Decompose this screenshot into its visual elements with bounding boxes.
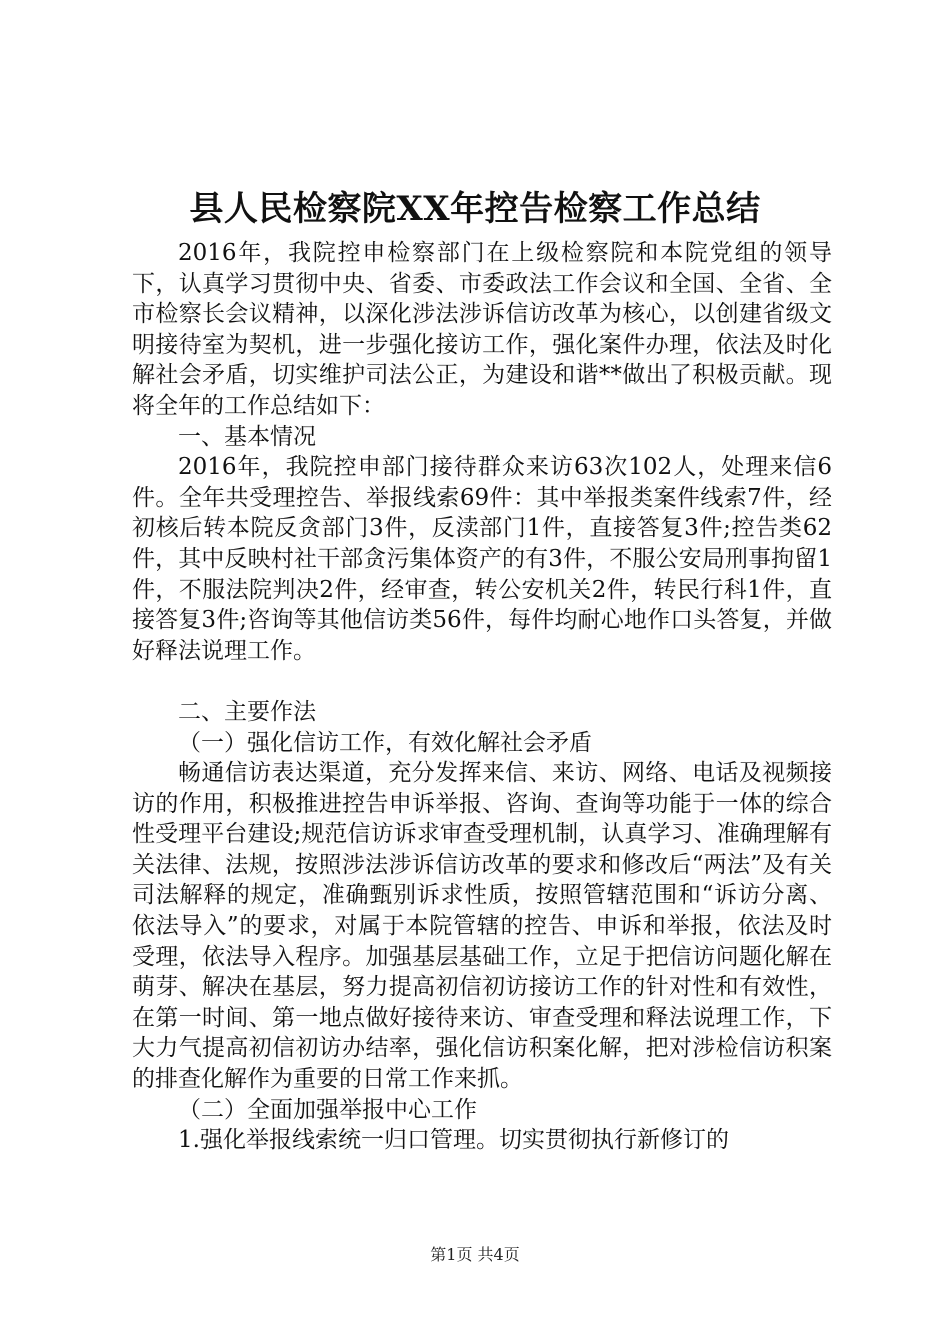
petition-work-paragraph: 畅通信访表达渠道，充分发挥来信、来访、网络、电话及视频接访的作用，积极推进控告申诉举报、咨询、查询等功能于一体的综合性受理平台建设;规范信访诉求审查受理机制，认真学习、准确理解有关法律、法规，按照涉法涉诉信访改革的要求和修改后“两法”及有关司法解释的规定，准确甄别诉求性质，按照管辖范围和“诉访分离、依法导入”的要求，对属于本院管辖的控告、申诉和举报，依法及时受理，依法导入程序。加强基层基础工作，立足于把信访问题化解在萌芽、解决在基层，努力提高初信初访接访工作的针对性和有效性，在第一时间、第一地点做好接待来访、审查受理和释法说理工作，下大力气提高初信初访办结率，强化信访积案化解，把对涉检信访积案的排查化解作为重要的日常工作来抓。 — [132, 760, 832, 1093]
intro-paragraph: 2016年，我院控申检察部门在上级检察院和本院党组的领导下，认真学习贯彻中央、省委、市委政法工作会议和全国、全省、全市检察长会议精神，以深化涉法涉诉信访改革为核心，以创建省级文明接待室为契机，进一步强化接访工作，强化案件办理，依法及时化解社会矛盾，切实维护司法公正，为建设和谐**做出了积极贡献。现将全年的工作总结如下： — [132, 240, 832, 419]
section-heading-basic-situation: 一、基本情况 — [178, 423, 316, 450]
page-footer: 第1页 共4页 — [430, 1245, 520, 1264]
report-center-paragraph: 1.强化举报线索统一归口管理。切实贯彻执行新修订的 — [178, 1127, 729, 1154]
subsection-heading-report-center: （二）全面加强举报中心工作 — [178, 1096, 477, 1123]
page-title: 县人民检察院XX年控告检察工作总结 — [189, 189, 761, 229]
document-body — [132, 238, 832, 1156]
basic-situation-paragraph: 2016年，我院控申部门接待群众来访63次102人，处理来信6件。全年共受理控告、举报线索69件：其中举报类案件线索7件，经初核后转本院反贪部门3件，反渎部门1件，直接答复3件;控告类62件，其中反映村社干部贪污集体资产的有3件，不服公安局刑事拘留1件，不服法院判决2件，经审查，转公安机关2件，转民行科1件，直接答复3件;咨询等其他信访类56件，每件均耐心地作口头答复，并做好释法说理工作。 — [132, 454, 832, 664]
section-heading-main-practices: 二、主要作法 — [178, 698, 316, 725]
subsection-heading-petition-work: （一）强化信访工作，有效化解社会矛盾 — [178, 729, 592, 756]
